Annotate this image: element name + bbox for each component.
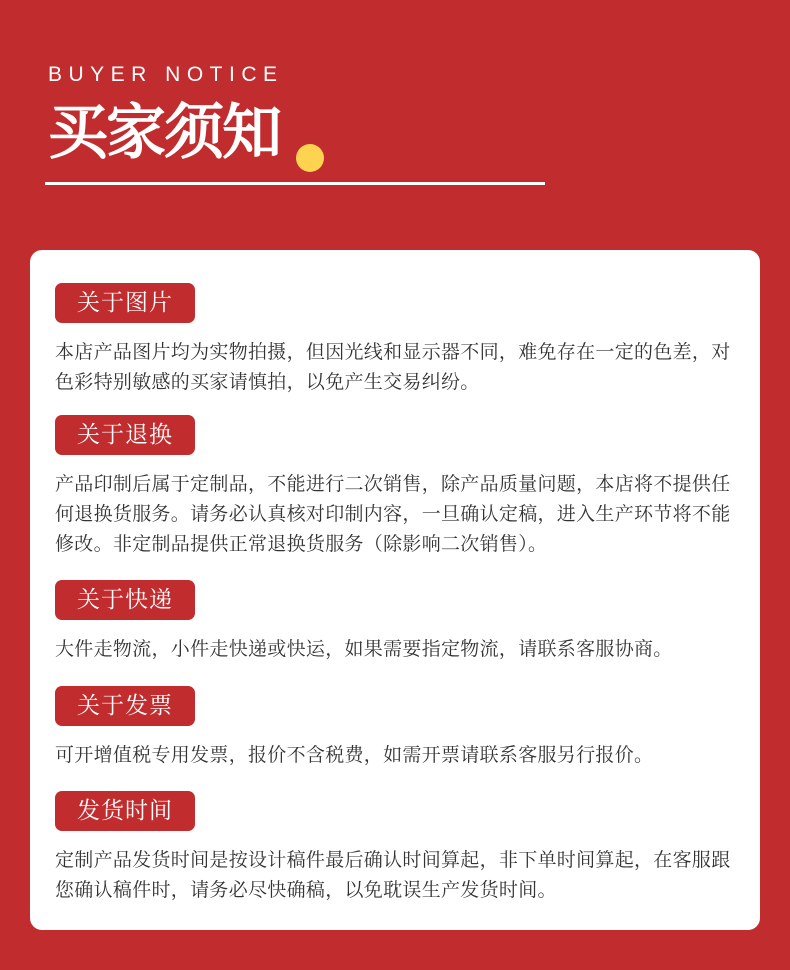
section-pictures: [55, 283, 745, 397]
section-text: 产品印制后属于定制品，不能进行二次销售，除产品质量问题，本店将不提供任何退换货服务。请务必认真核对印制内容，一旦确认定稿，进入生产环节将不能修改。非定制品提供正常退换货服务（除影响二次销售）。: [55, 473, 731, 555]
section-invoice: [55, 686, 745, 770]
section-label: 发货时间: [55, 791, 195, 831]
section-text: 定制产品发货时间是按设计稿件最后确认时间算起，非下单时间算起，在客服跟您确认稿件时，请务必尽快确稿，以免耽误生产发货时间。: [55, 849, 731, 901]
section-label: 关于发票: [55, 686, 195, 726]
title-wrap: [48, 98, 280, 170]
section-returns: [55, 415, 745, 559]
page-title: 买家须知: [48, 98, 280, 168]
section-label: 关于退换: [55, 415, 195, 455]
section-text: 大件走物流，小件走快递或快运，如果需要指定物流，请联系客服协商。: [55, 638, 673, 660]
section-label: 关于图片: [55, 283, 195, 323]
accent-dot-icon: [296, 144, 324, 172]
section-delivery-time: [55, 791, 745, 905]
eyebrow-text: BUYER NOTICE: [48, 63, 284, 86]
section-text: 可开增值税专用发票，报价不含税费，如需开票请联系客服另行报价。: [55, 744, 654, 766]
notice-card: [30, 250, 760, 930]
section-text: 本店产品图片均为实物拍摄，但因光线和显示器不同，难免存在一定的色差，对色彩特别敏感的买家请慎拍，以免产生交易纠纷。: [55, 341, 731, 393]
section-label: 关于快递: [55, 580, 195, 620]
title-underline-divider: [45, 182, 545, 185]
section-shipping: [55, 580, 745, 664]
